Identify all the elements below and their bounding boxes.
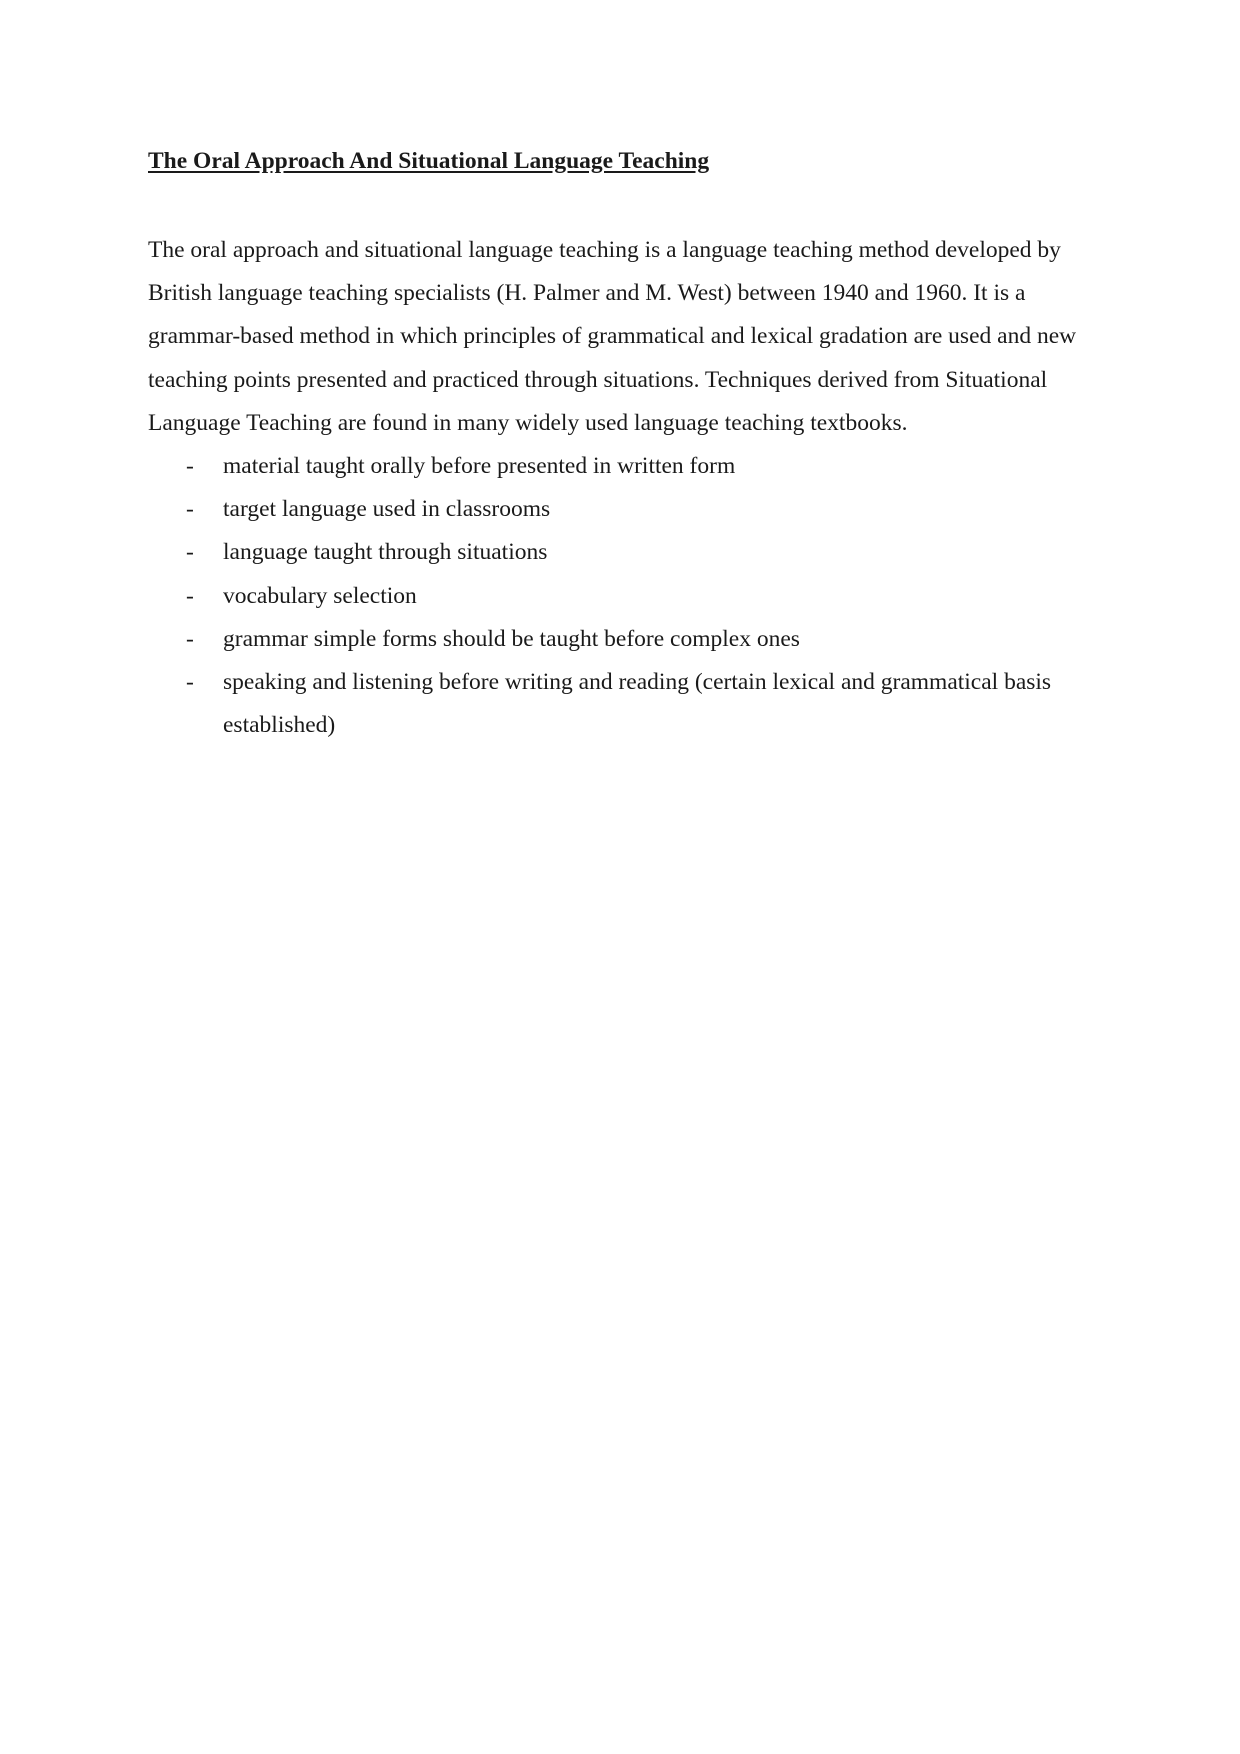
document-body — [148, 143, 1098, 747]
bullet-text: language taught through situations — [223, 539, 548, 566]
bullet-item — [148, 618, 1098, 661]
bullet-item — [148, 661, 1098, 747]
bullet-text: speaking and listening before writing and reading (certain lexical and grammatical basis established) — [223, 669, 1052, 739]
bullet-marker: - — [186, 453, 194, 480]
bullet-marker: - — [186, 625, 194, 652]
bullet-item — [148, 488, 1098, 531]
bullet-item — [148, 531, 1098, 574]
bullet-marker: - — [186, 539, 194, 566]
bullet-item — [148, 575, 1098, 618]
bullet-marker: - — [186, 496, 194, 523]
intro-paragraph: The oral approach and situational language teaching is a language teaching method developed by British language teaching specialists (H. Palmer and M. West) between 1940 and 1960. It is a grammar-based method in which principles of grammatical and lexical gradation are used and new teaching points presented and practiced through situations. Techniques derived from Situational Language Teaching are found in many widely used language teaching textbooks. — [148, 237, 1077, 436]
bullet-list — [148, 445, 1098, 747]
bullet-marker: - — [186, 582, 194, 609]
bullet-text: target language used in classrooms — [223, 496, 551, 523]
bullet-text: vocabulary selection — [223, 582, 417, 609]
bullet-text: material taught orally before presented in written form — [223, 453, 736, 480]
bullet-item — [148, 445, 1098, 488]
bullet-text: grammar simple forms should be taught before complex ones — [223, 625, 800, 652]
document-title: The Oral Approach And Situational Language Teaching — [148, 148, 710, 174]
bullet-marker: - — [186, 669, 194, 696]
